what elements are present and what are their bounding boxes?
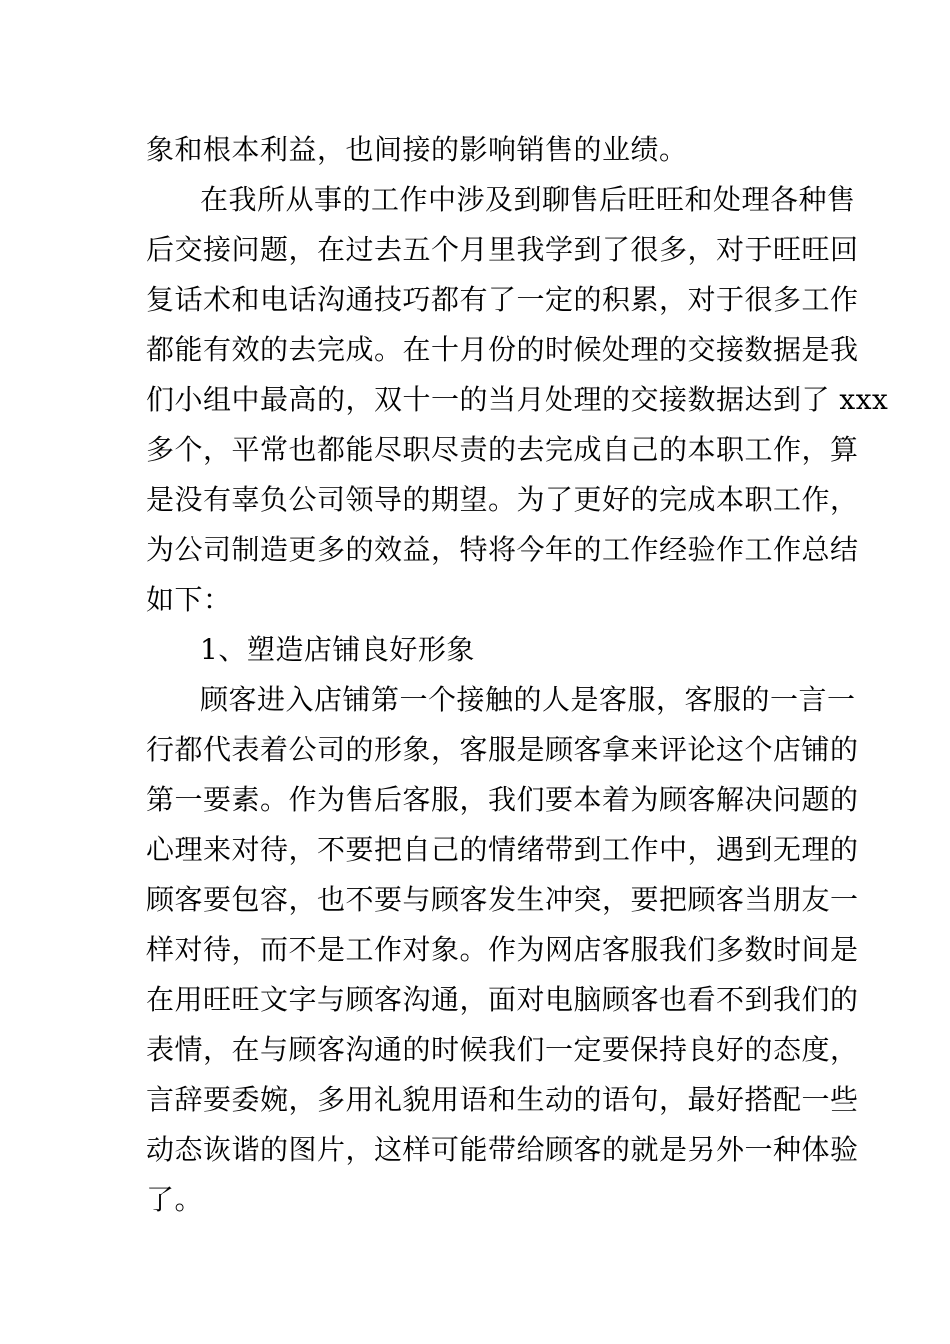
paragraph-line: 为公司制造更多的效益，特将今年的工作经验作工作总结 bbox=[146, 533, 859, 566]
paragraph-line: 动态诙谐的图片，这样可能带给顾客的就是另外一种体验 bbox=[146, 1133, 859, 1166]
paragraph-line: 后交接问题，在过去五个月里我学到了很多，对于旺旺回 bbox=[146, 233, 859, 266]
section-heading: 1、塑造店铺良好形象 bbox=[200, 633, 475, 666]
paragraph-line: 如下： bbox=[146, 583, 232, 616]
paragraph-line: 行都代表着公司的形象，客服是顾客拿来评论这个店铺的 bbox=[146, 733, 859, 766]
paragraph-line: 们小组中最高的，双十一的当月处理的交接数据达到了 xxx bbox=[146, 383, 889, 416]
paragraph-line: 象和根本利益，也间接的影响销售的业绩。 bbox=[146, 133, 688, 166]
paragraph-line: 在我所从事的工作中涉及到聊售后旺旺和处理各种售 bbox=[200, 183, 856, 216]
paragraph-line: 心理来对待，不要把自己的情绪带到工作中，遇到无理的 bbox=[146, 833, 859, 866]
paragraph-line: 第一要素。作为售后客服，我们要本着为顾客解决问题的 bbox=[146, 783, 859, 816]
paragraph-line: 样对待，而不是工作对象。作为网店客服我们多数时间是 bbox=[146, 933, 859, 966]
paragraph-line: 是没有辜负公司领导的期望。为了更好的完成本职工作， bbox=[146, 483, 859, 516]
paragraph-line: 顾客要包容，也不要与顾客发生冲突，要把顾客当朋友一 bbox=[146, 883, 859, 916]
paragraph-line: 顾客进入店铺第一个接触的人是客服，客服的一言一 bbox=[200, 683, 856, 716]
paragraph-line: 在用旺旺文字与顾客沟通，面对电脑顾客也看不到我们的 bbox=[146, 983, 859, 1016]
paragraph-line: 言辞要委婉，多用礼貌用语和生动的语句，最好搭配一些 bbox=[146, 1083, 859, 1116]
paragraph-line: 了。 bbox=[146, 1183, 204, 1216]
paragraph-line: 复话术和电话沟通技巧都有了一定的积累，对于很多工作 bbox=[146, 283, 859, 316]
paragraph-line: 多个，平常也都能尽职尽责的去完成自己的本职工作，算 bbox=[146, 433, 859, 466]
paragraph-line: 都能有效的去完成。在十月份的时候处理的交接数据是我 bbox=[146, 333, 859, 366]
paragraph-line: 表情，在与顾客沟通的时候我们一定要保持良好的态度， bbox=[146, 1033, 859, 1066]
